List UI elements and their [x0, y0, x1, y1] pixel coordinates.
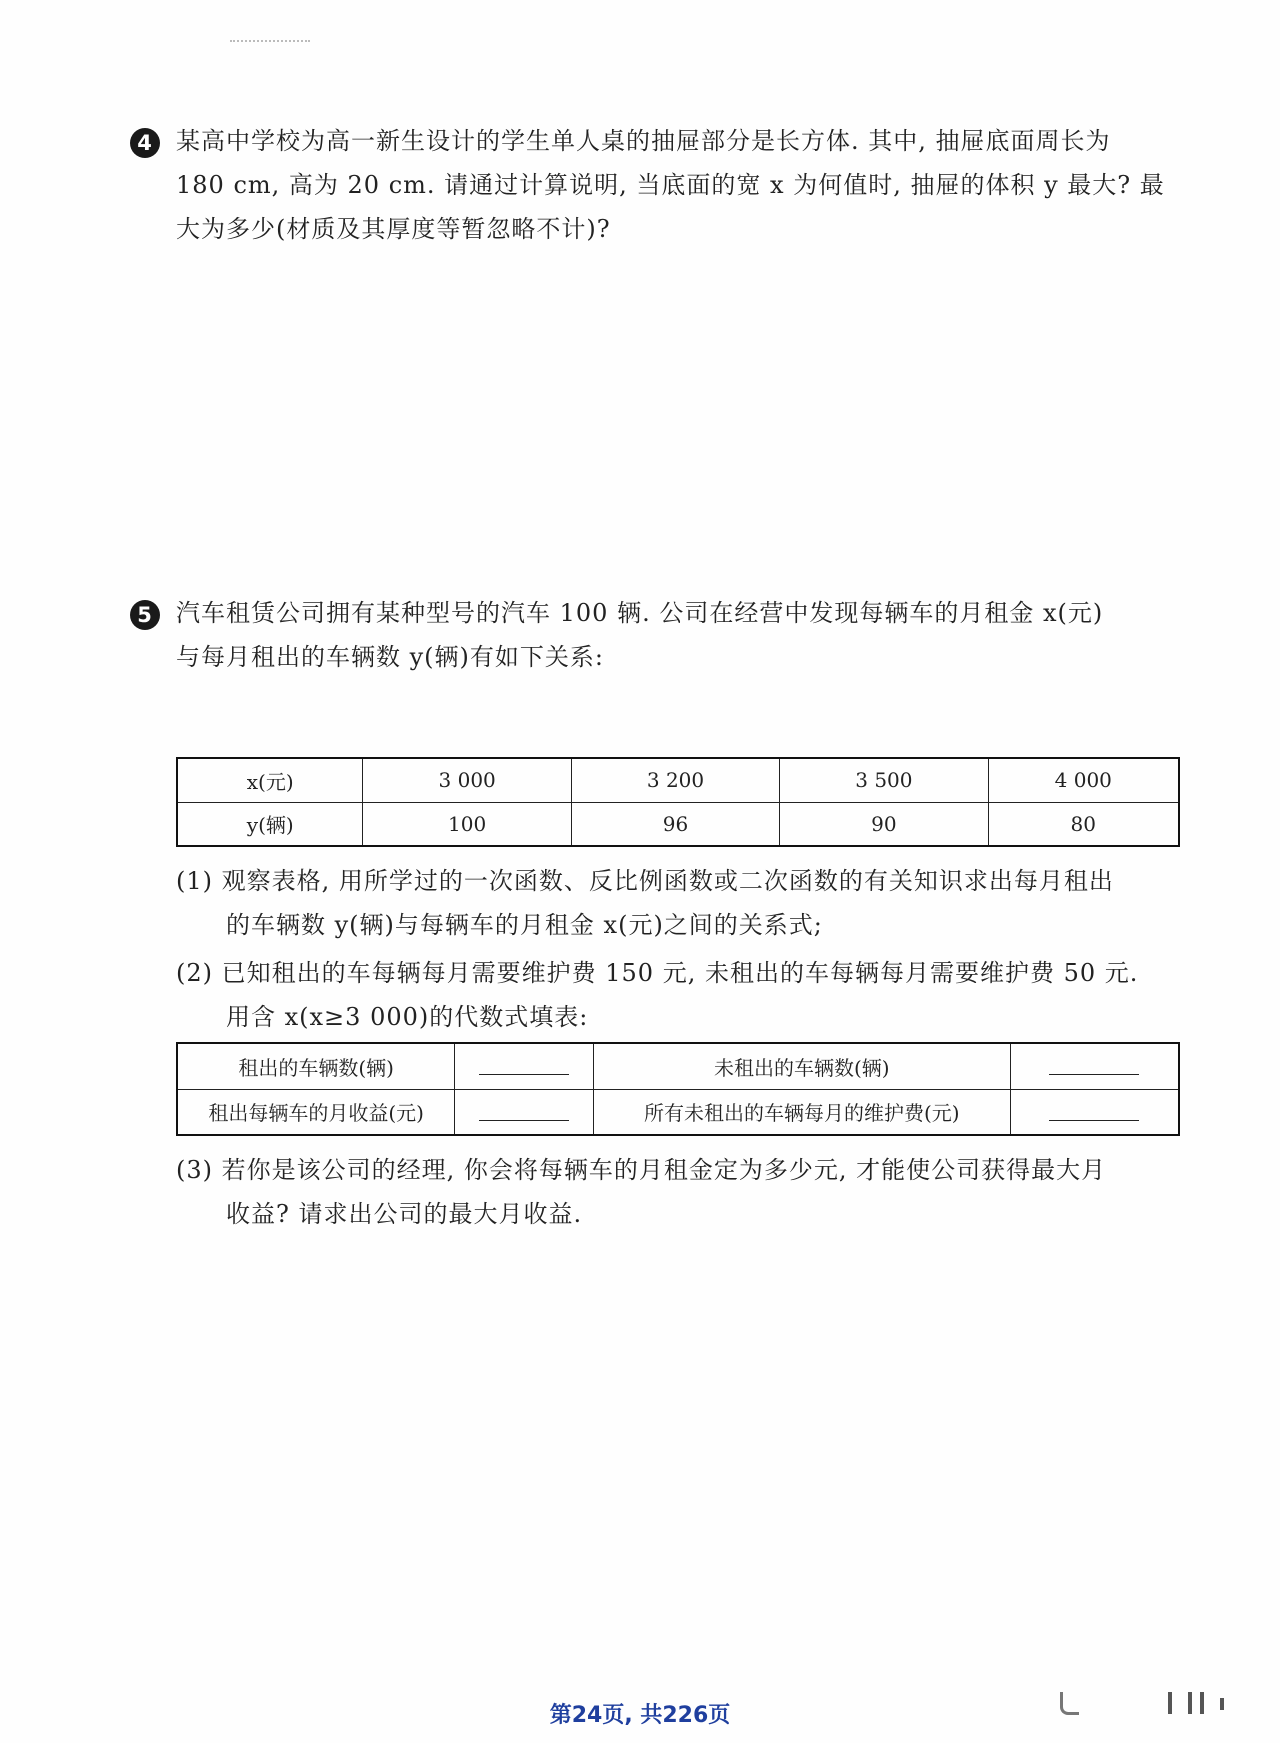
- problem-number-badge: 4: [130, 128, 160, 158]
- rent-vs-cars-table: [176, 757, 1180, 847]
- table-label-cell: 租出的车辆数(辆): [177, 1043, 455, 1089]
- part-2-line-1: (2) 已知租出的车每辆每月需要维护费 150 元, 未租出的车每辆每月需要维护费 50 元.: [176, 959, 1139, 987]
- scroll-tick-icon[interactable]: [1168, 1692, 1172, 1714]
- table-label-cell: 所有未租出的车辆每月的维护费(元): [594, 1089, 1010, 1135]
- table-header-cell: y(辆): [177, 802, 363, 846]
- table-cell: 3 500: [780, 758, 988, 802]
- problem-5-line-2: 与每月租出的车辆数 y(辆)有如下关系:: [176, 643, 604, 671]
- answer-blank[interactable]: [479, 1052, 569, 1075]
- scroll-tick-icon[interactable]: [1200, 1692, 1204, 1714]
- part-2-line-2: 用含 x(x≥3 000)的代数式填表:: [226, 1003, 589, 1031]
- scroll-tick-icon[interactable]: [1188, 1692, 1192, 1714]
- part-1-line-1: (1) 观察表格, 用所学过的一次函数、反比例函数或二次函数的有关知识求出每月租出: [176, 867, 1114, 895]
- table-row: [177, 1043, 1179, 1089]
- table-cell: 4 000: [988, 758, 1179, 802]
- table-cell: 3 000: [363, 758, 571, 802]
- table-row: [177, 758, 1179, 802]
- table-cell: 3 200: [571, 758, 779, 802]
- answer-blank[interactable]: [1049, 1052, 1139, 1075]
- scan-artifact: [230, 40, 310, 46]
- page-curl-icon[interactable]: [1060, 1692, 1079, 1715]
- answer-blank-cell[interactable]: [1010, 1043, 1179, 1089]
- table-cell: 90: [780, 802, 988, 846]
- problem-5-parts: [130, 858, 1180, 1058]
- problem-4-line-3: 大为多少(材质及其厚度等暂忽略不计)?: [176, 215, 611, 243]
- part-3-line-2: 收益? 请求出公司的最大月收益.: [226, 1200, 583, 1228]
- problem-4-line-2: 180 cm, 高为 20 cm. 请通过计算说明, 当底面的宽 x 为何值时, 抽屉的体积 y 最大? 最: [176, 171, 1165, 199]
- table-label-cell: 未租出的车辆数(辆): [594, 1043, 1010, 1089]
- page-indicator: 第24页, 共226页: [549, 1703, 731, 1728]
- answer-blank-cell[interactable]: [455, 1043, 594, 1089]
- fill-in-table: [176, 1042, 1180, 1136]
- table-row: [177, 802, 1179, 846]
- problem-5-part-3: [130, 1147, 1180, 1257]
- part-1-line-2: 的车辆数 y(辆)与每辆车的月租金 x(元)之间的关系式;: [226, 911, 823, 939]
- table-cell: 96: [571, 802, 779, 846]
- problem-4: [130, 118, 1180, 278]
- table-cell: 100: [363, 802, 571, 846]
- table-header-cell: x(元): [177, 758, 363, 802]
- table-label-cell: 租出每辆车的月收益(元): [177, 1089, 455, 1135]
- problem-number-badge: 5: [130, 600, 160, 630]
- viewer-controls[interactable]: [1060, 1690, 1260, 1720]
- table-cell: 80: [988, 802, 1179, 846]
- part-3-line-1: (3) 若你是该公司的经理, 你会将每辆车的月租金定为多少元, 才能使公司获得最大月: [176, 1156, 1107, 1184]
- answer-blank[interactable]: [479, 1098, 569, 1121]
- answer-blank-cell[interactable]: [1010, 1089, 1179, 1135]
- table-row: [177, 1089, 1179, 1135]
- problem-5-line-1: 汽车租赁公司拥有某种型号的汽车 100 辆. 公司在经营中发现每辆车的月租金 x(元): [176, 599, 1104, 627]
- scroll-tick-icon[interactable]: [1220, 1698, 1224, 1710]
- answer-blank[interactable]: [1049, 1098, 1139, 1121]
- answer-blank-cell[interactable]: [455, 1089, 594, 1135]
- problem-4-line-1: 某高中学校为高一新生设计的学生单人桌的抽屉部分是长方体. 其中, 抽屉底面周长为: [176, 127, 1111, 155]
